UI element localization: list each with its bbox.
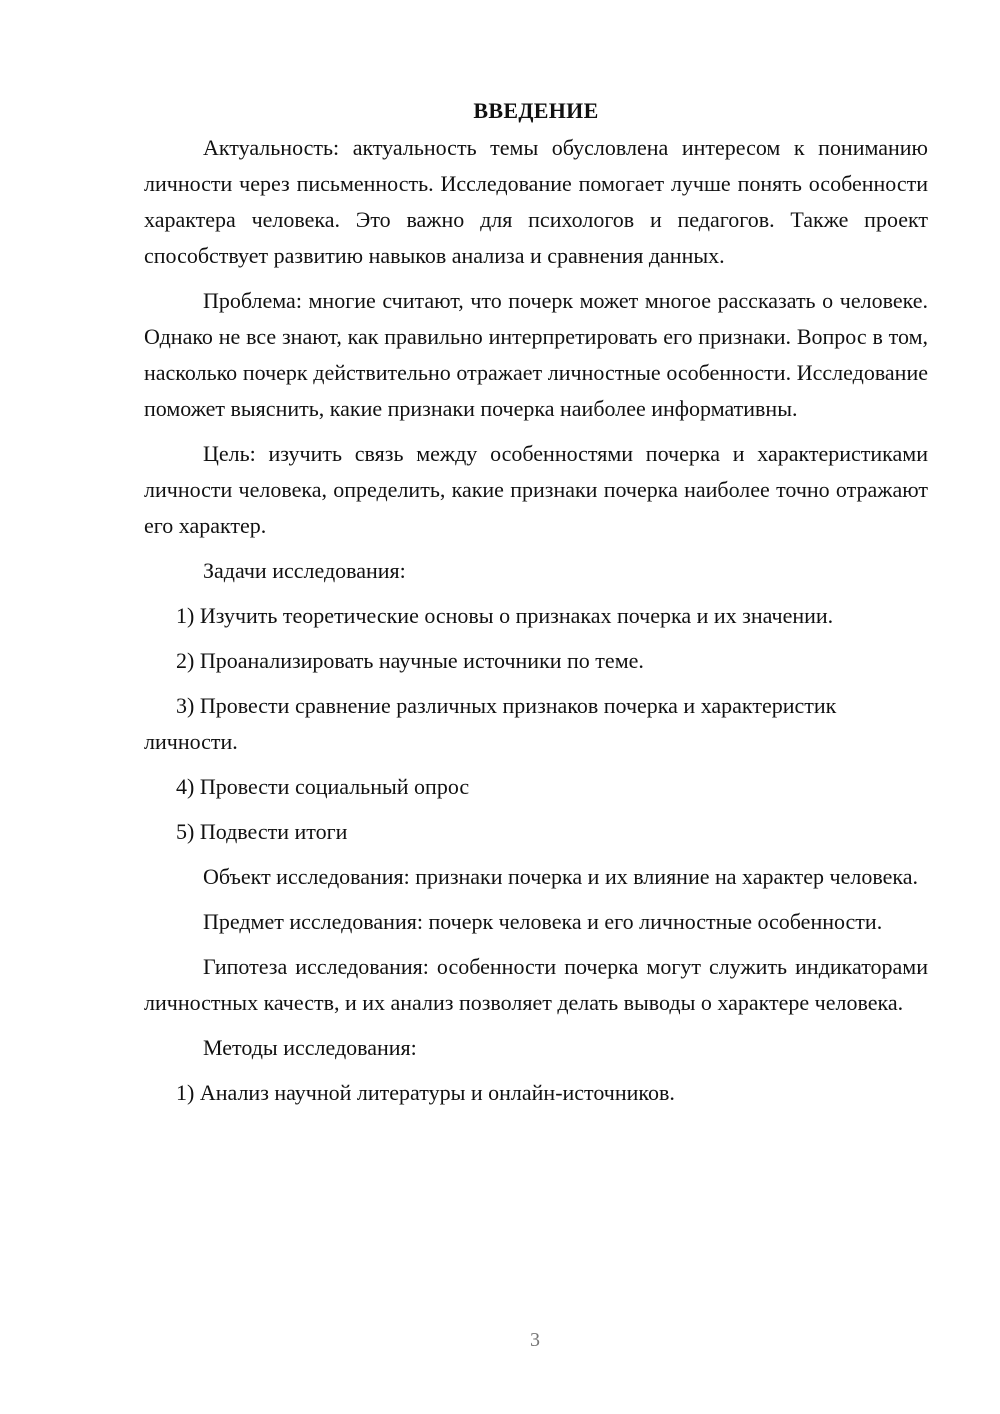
task-item: 1) Изучить теоретические основы о признаках почерка и их значении. [176, 603, 834, 628]
relevance-paragraph: Актуальность: актуальность темы обусловлена интересом к пониманию личности через письменность. Исследование помогает лучше понять особенности характера человека. Это важно для психологов и педагогов. Также проект способствует развитию навыков анализа и сравнения данных. [144, 135, 928, 268]
tasks-title: Задачи исследования: [203, 558, 406, 583]
problem-paragraph: Проблема: многие считают, что почерк может многое рассказать о человеке. Однако не все знают, как правильно интерпретировать его признаки. Вопрос в том, насколько почерк действительно отражает личностные особенности. Исследование поможет выяснить, какие признаки почерка наиболее информативны. [144, 288, 928, 421]
task-item: 5) Подвести итоги [176, 819, 348, 844]
task-item: 2) Проанализировать научные источники по теме. [176, 648, 644, 673]
task-item: 3) Провести сравнение различных признаков почерка и характеристик личности. [144, 693, 837, 754]
goal-paragraph: Цель: изучить связь между особенностями почерка и характеристиками личности человека, определить, какие признаки почерка наиболее точно отражают его характер. [144, 441, 928, 538]
section-heading: ВВЕДЕНИЕ [473, 98, 599, 123]
document-page [144, 96, 928, 1120]
object-paragraph: Объект исследования: признаки почерка и их влияние на характер человека. [203, 864, 918, 889]
page-number: 3 [530, 1329, 540, 1351]
hypothesis-paragraph: Гипотеза исследования: особенности почерка могут служить индикаторами личностных качеств, и их анализ позволяет делать выводы о характере человека. [144, 954, 928, 1015]
subject-paragraph: Предмет исследования: почерк человека и его личностные особенности. [203, 909, 883, 934]
methods-title: Методы исследования: [203, 1035, 417, 1060]
task-item: 4) Провести социальный опрос [176, 774, 470, 799]
method-item: 1) Анализ научной литературы и онлайн-источников. [176, 1080, 675, 1105]
